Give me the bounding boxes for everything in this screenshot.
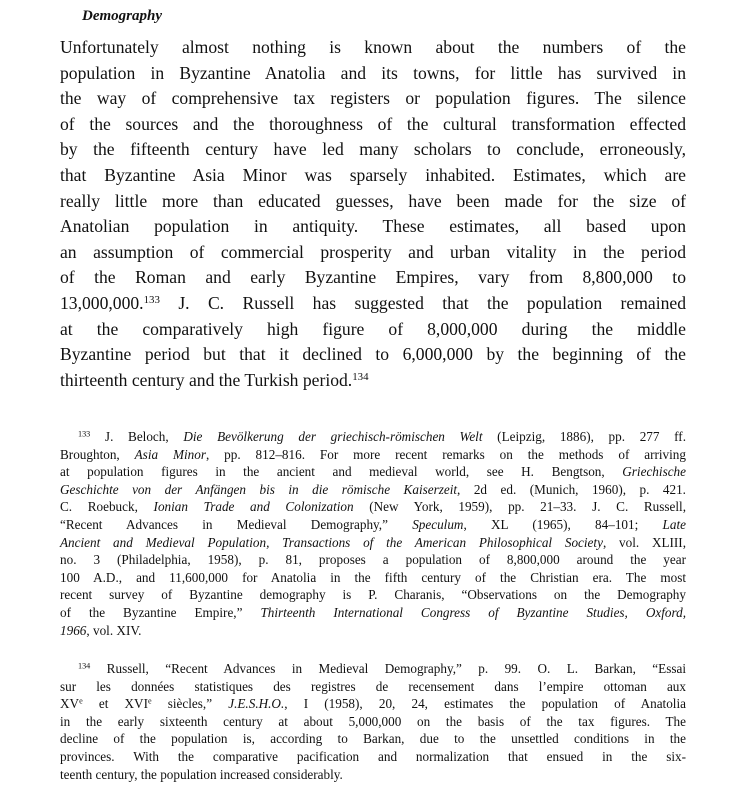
paragraph-line: Anatolian population in antiquity. These estimates, all based upon — [60, 216, 686, 237]
paragraph-line: really little more than educated guesses, have been made for the size of — [60, 190, 686, 211]
paragraph-line: an assumption of commercial prosperity and urban vitality in the period — [60, 241, 686, 262]
footnote-ref-133[interactable]: 133 — [143, 293, 160, 306]
paragraph-line: at the comparatively high figure of 8,000,000 during the middle — [60, 318, 686, 339]
paragraph-line: population in Byzantine Anatolia and its towns, for little has survived in — [60, 62, 686, 83]
paragraph-text: 13,000,000. — [60, 292, 144, 313]
main-paragraph — [60, 35, 686, 393]
paragraph-line — [60, 291, 686, 317]
footnote-line: sur les données statistiques des registres de recensement dans l’empire ottoman aux — [60, 678, 686, 694]
footnote-line: XVe et XVIe siècles,” J.E.S.H.O., I (1958), 20, 24, estimates the population of Anatolia — [60, 696, 686, 712]
footnote-marker: 134 — [78, 661, 91, 671]
footnote-133 — [60, 428, 686, 639]
footnote-line: C. Roebuck, Ionian Trade and Colonization (New York, 1959), pp. 21–33. J. C. Russell, — [60, 499, 686, 515]
footnote-line: no. 3 (Philadelphia, 1958), p. 81, proposes a population of 8,800,000 around the year — [60, 552, 686, 568]
paragraph-line: of the sources and the thoroughness of the cultural transformation effected — [60, 113, 686, 134]
paragraph-line: of the Roman and early Byzantine Empires, vary from 8,800,000 to — [60, 267, 686, 288]
footnote-marker: 133 — [78, 429, 91, 439]
footnote-line: in the early sixteenth century at about 5,000,000 on the basis of the tax figures. The — [60, 713, 686, 729]
footnote-line: recent survey of Byzantine demography is P. Charanis, “Observations on the Demography — [60, 587, 686, 603]
footnote-ref-134[interactable]: 134 — [352, 370, 369, 383]
paragraph-line: the way of comprehensive tax registers or population figures. The silence — [60, 88, 686, 109]
footnote-line: $^{134}$ Russell, “Recent Advances in Medieval Demography,” p. 99. O. L. Barkan, “Essai — [78, 661, 686, 676]
footnote-line: Geschichte von der Anfängen bis in die römische Kaiserzeit, 2d ed. (Munich, 1960), p. 421. — [60, 481, 686, 497]
paragraph-text: J. C. Russell has suggested that the population remained — [159, 292, 686, 313]
footnote-line: Ancient and Medieval Population, Transactions of the American Philosophical Society, vol. XLIII, — [60, 534, 686, 550]
footnote-line: provinces. With the comparative pacification and normalization that ensued in the six- — [60, 748, 686, 764]
footnote-line: of the Byzantine Empire,” Thirteenth International Congress of Byzantine Studies, Oxford, — [60, 604, 686, 620]
footnote-line: teenth century, the population increased considerably. — [60, 766, 343, 782]
footnote-line: at population figures in the ancient and medieval world, see H. Bengtson, Griechische — [60, 464, 686, 480]
footnote-line: 1966, vol. XIV. — [60, 622, 142, 638]
paragraph-line: Byzantine period but that it declined to 6,000,000 by the beginning of the — [60, 344, 686, 365]
paragraph-line — [60, 368, 686, 394]
section-heading: Demography — [82, 8, 162, 24]
paragraph-line: by the fifteenth century have led many scholars to conclude, erroneously, — [60, 139, 686, 160]
footnote-line: Broughton, Asia Minor, pp. 812–816. For more recent remarks on the methods of arriving — [60, 446, 686, 462]
footnote-line: “Recent Advances in Medieval Demography,” Speculum, XL (1965), 84–101; Late — [60, 516, 686, 532]
paragraph-text: thirteenth century and the Turkish period. — [60, 369, 353, 390]
paragraph-line: that Byzantine Asia Minor was sparsely inhabited. Estimates, which are — [60, 164, 686, 185]
footnote-line: decline of the population is, according to Barkan, due to the unsettled conditions in the — [60, 731, 686, 747]
footnote-line: $^{133}$ J. Beloch, Die Bevölkerung der griechisch-römischen Welt (Leipzig, 1886), pp. 277 ff. — [78, 429, 686, 444]
paragraph-line: Unfortunately almost nothing is known about the numbers of the — [60, 37, 686, 57]
footnote-134 — [60, 660, 686, 783]
footnote-line: 100 A.D., and 11,600,000 for Anatolia in the fifth century of the Christian era. The most — [60, 569, 686, 585]
